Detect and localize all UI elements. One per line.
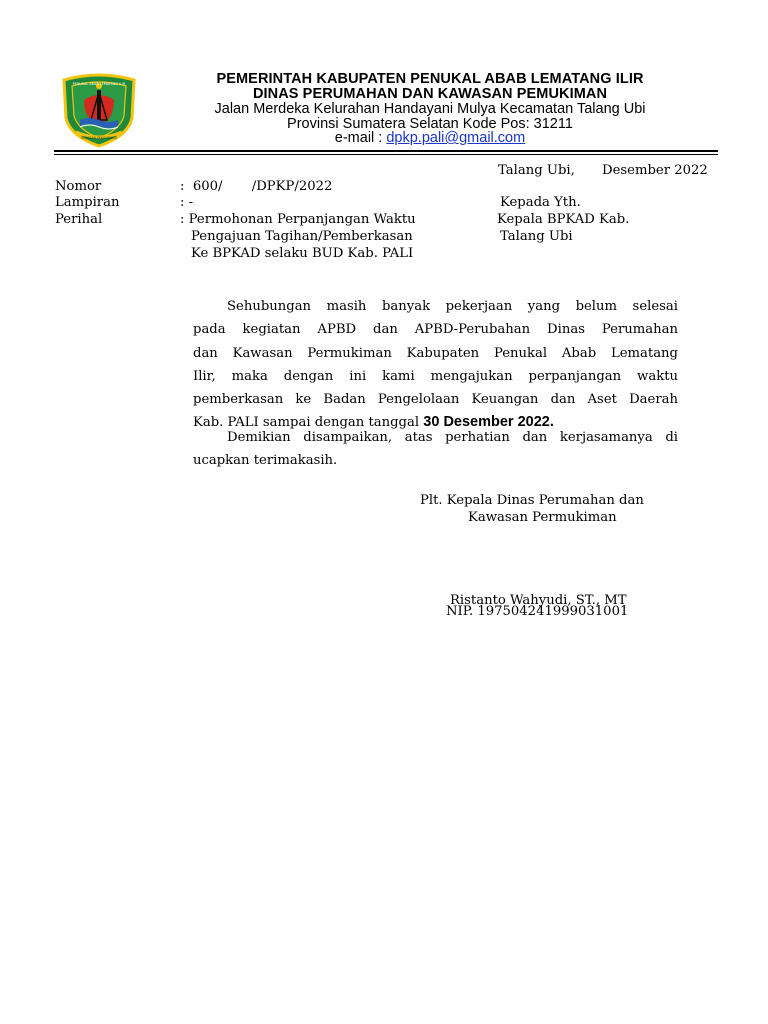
date-place: Talang Ubi, (498, 163, 575, 178)
perihal-line-2: Pengajuan Tagihan/Pemberkasan (191, 229, 413, 244)
lampiran-label: Lampiran (55, 195, 120, 210)
body-line: dan Kawasan Permukiman Kabupaten Penukal Abab Lematang (193, 345, 678, 361)
header-rule-thin (54, 154, 718, 155)
signature-title-1: Plt. Kepala Dinas Perumahan dan (420, 493, 644, 508)
recipient-location: Talang Ubi (500, 229, 573, 244)
lampiran-value: : - (180, 195, 194, 210)
body-line: Ilir, maka dengan ini kami mengajukan perpanjangan waktu (193, 368, 678, 384)
nomor-label: Nomor (55, 179, 102, 194)
body-deadline-date: 30 Desember 2022. (423, 414, 554, 431)
recipient-greeting: Kepada Yth. (500, 195, 581, 210)
header-email-line (150, 130, 710, 146)
perihal-label: Perihal (55, 212, 103, 227)
body-paragraph-2 (193, 426, 678, 473)
recipient-title: Kepala BPKAD Kab. (497, 212, 630, 227)
svg-text:PENUKAL ABAB LEMATANG ILIR: PENUKAL ABAB LEMATANG ILIR (72, 82, 126, 86)
body-line: Demikian disampaikan, atas perhatian dan kerjasamanya di (227, 430, 678, 445)
body-line: ucapkan terimakasih. (193, 453, 338, 469)
signature-title-2: Kawasan Permukiman (468, 510, 617, 525)
nomor-value: : 600/ /DPKP/2022 (180, 179, 333, 194)
body-line: pada kegiatan APBD dan APBD-Perubahan Dinas Perumahan (193, 322, 678, 338)
date-month-year: Desember 2022 (602, 163, 708, 178)
body-line: pemberkasan ke Badan Pengelolaan Keuangan dan Aset Daerah (193, 392, 678, 408)
signature-name: Ristanto Wahyudi, ST., MT (450, 593, 627, 608)
email-link[interactable]: dpkp.pali@gmail.com (386, 130, 526, 146)
header-agency-name: DINAS PERUMAHAN DAN KAWASAN PEMUKIMAN (252, 86, 608, 102)
perihal-line-1: : Permohonan Perpanjangan Waktu (180, 212, 416, 227)
body-line: Sehubungan masih banyak pekerjaan yang belum selesai (227, 299, 678, 314)
perihal-line-3: Ke BPKAD selaku BUD Kab. PALI (191, 246, 414, 261)
header-government-name: PEMERINTAH KABUPATEN PENUKAL ABAB LEMATANG ILIR (216, 71, 644, 87)
email-label: e-mail : (334, 130, 387, 146)
regency-seal-icon (58, 70, 140, 148)
body-paragraph-1 (193, 295, 678, 435)
signature-nip: NIP. 197504241999031001 (446, 604, 629, 619)
svg-text:SERASAN SEKUNDANG: SERASAN SEKUNDANG (80, 136, 118, 140)
header-address: Jalan Merdeka Kelurahan Handayani Mulya Kecamatan Talang Ubi (214, 101, 646, 117)
body-deadline-prefix: Kab. PALI sampai dengan tanggal (193, 415, 424, 431)
header-province: Provinsi Sumatera Selatan Kode Pos: 31211 (287, 116, 573, 132)
header-rule-thick (54, 150, 718, 152)
